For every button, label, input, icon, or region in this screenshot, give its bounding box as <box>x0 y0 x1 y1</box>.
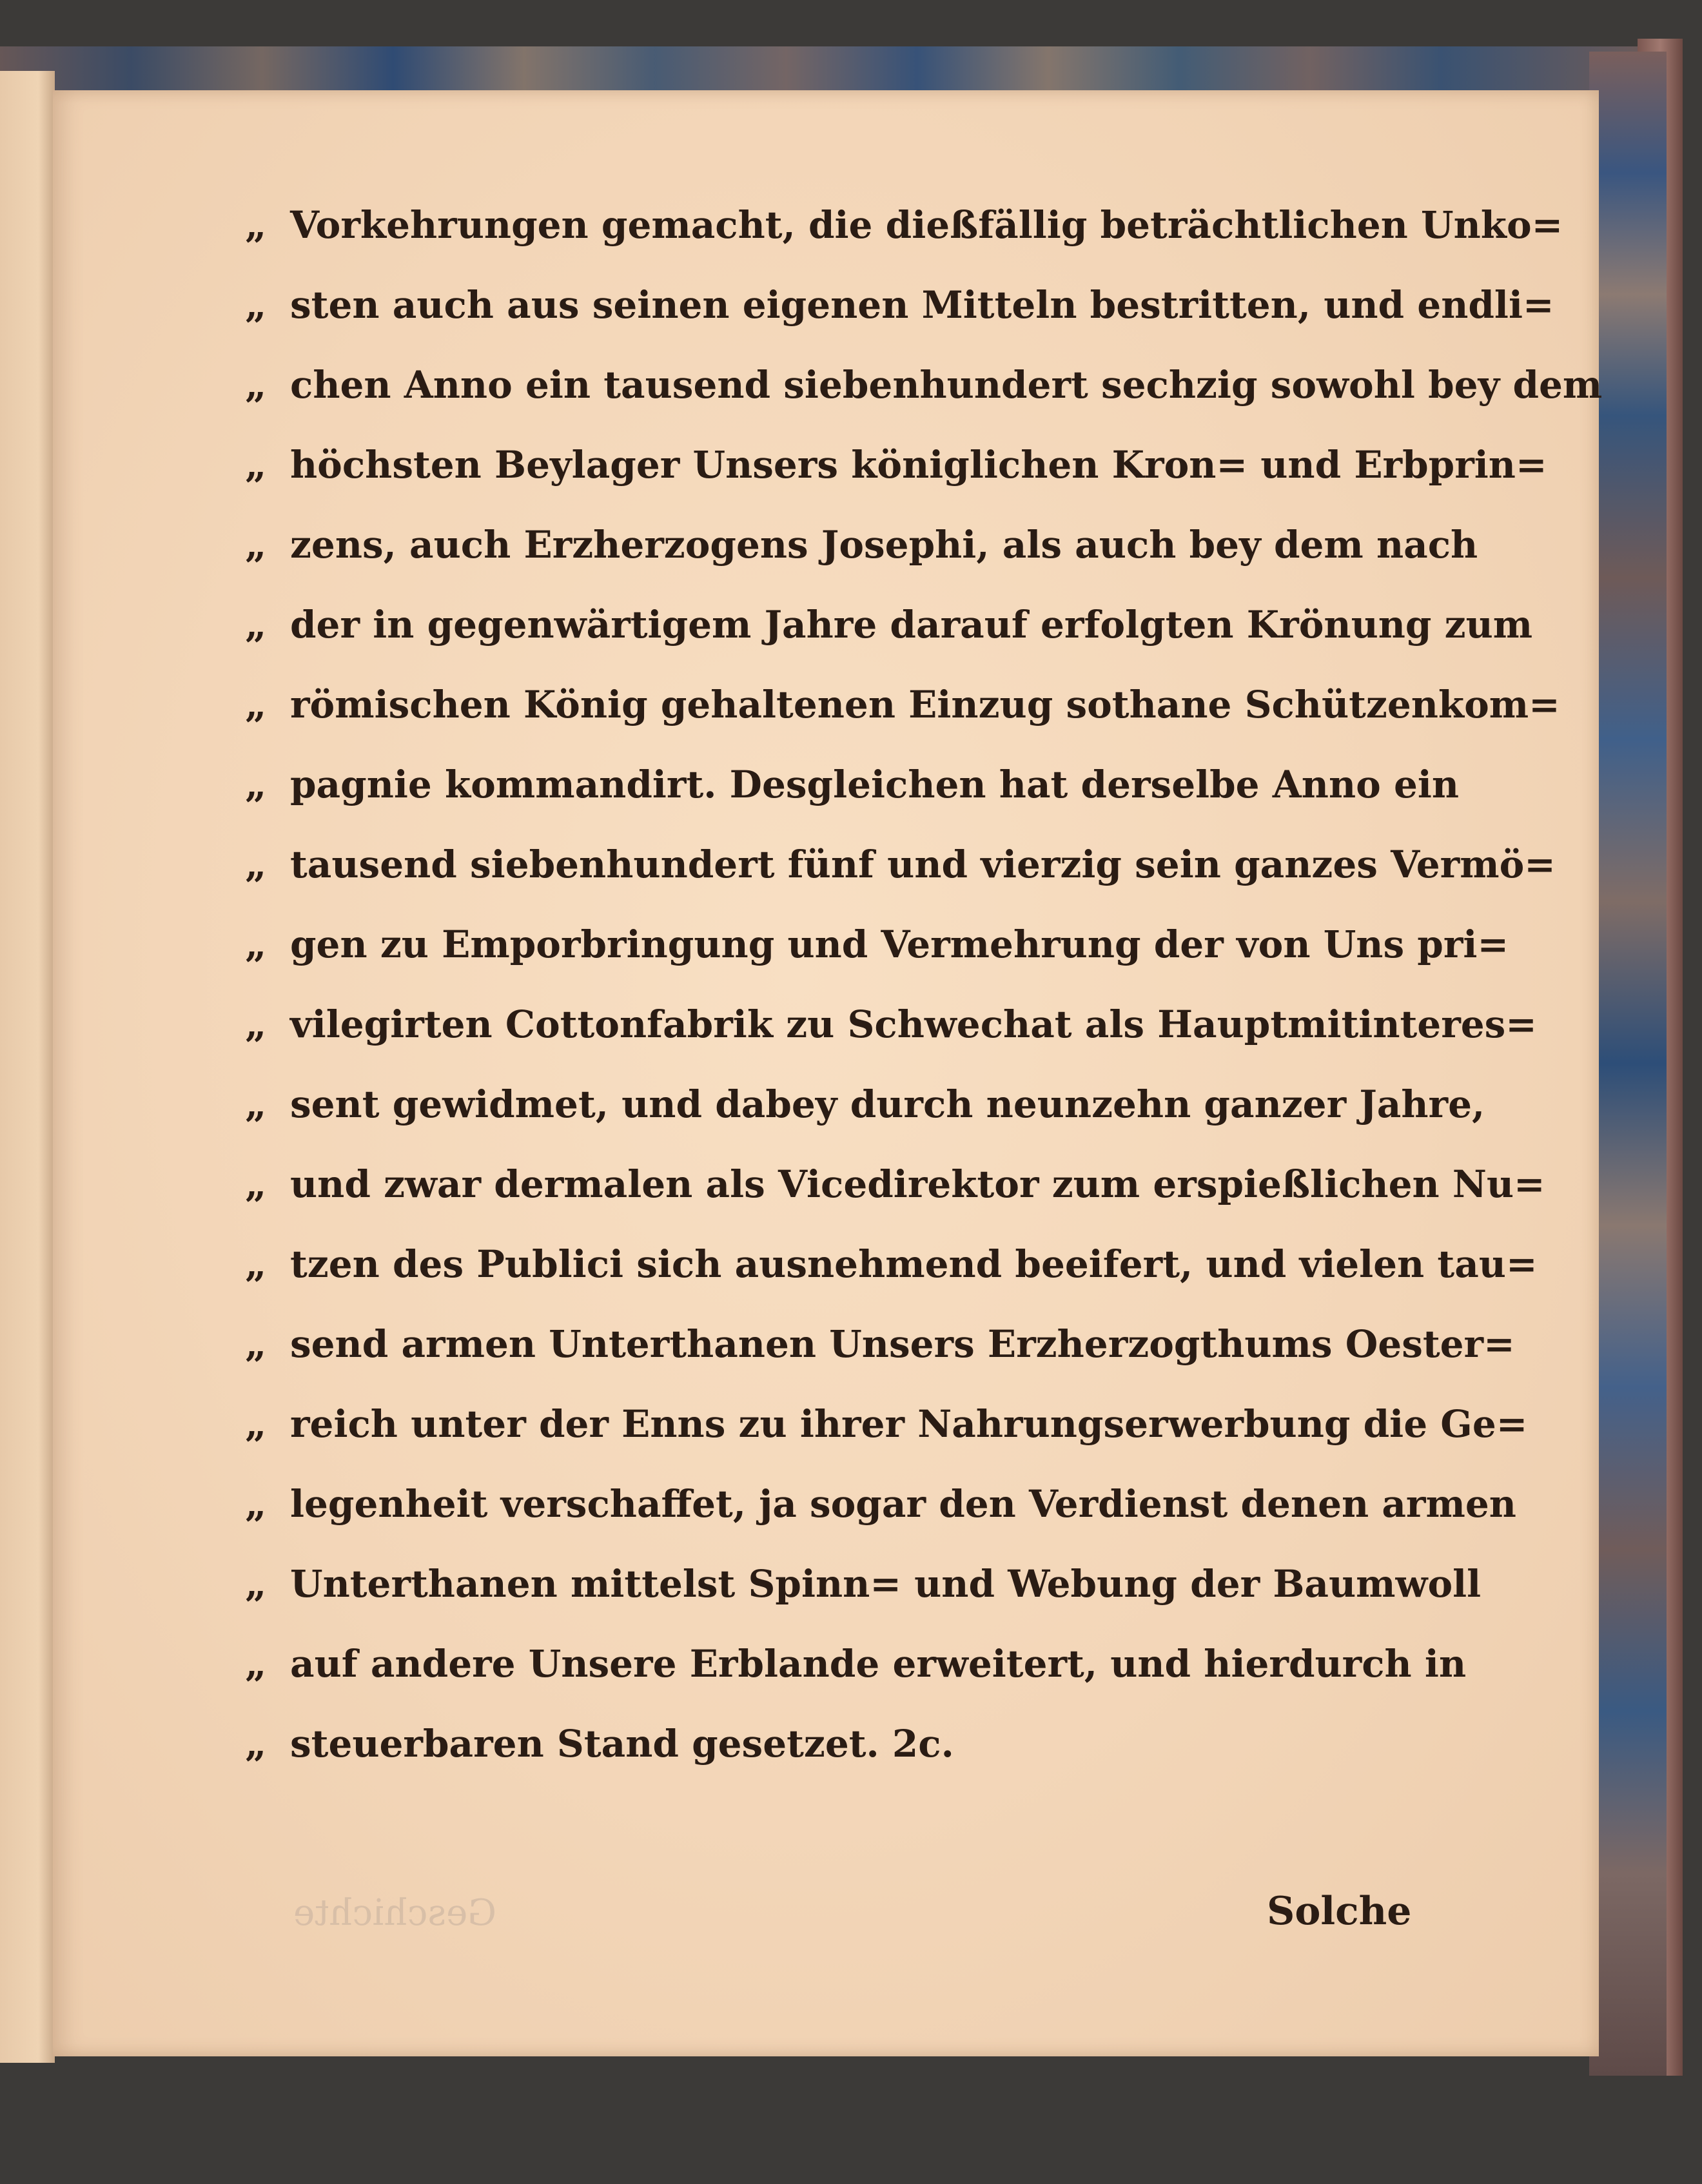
text-line <box>245 1082 1485 1162</box>
line-text: Unterthanen mittelst Spinn= und Webung der Baumwoll <box>290 1562 1482 1606</box>
text-line <box>245 443 1547 523</box>
quote-mark: „ <box>245 523 267 567</box>
line-text: tzen des Publici sich ausnehmend beeifert, und vielen tau= <box>290 1242 1538 1286</box>
text-line <box>245 763 1460 843</box>
text-line <box>245 363 1603 443</box>
text-line <box>245 603 1533 683</box>
quote-mark: „ <box>245 443 267 487</box>
quote-mark: „ <box>245 1242 267 1286</box>
text-line <box>245 1642 1467 1722</box>
text-line <box>245 203 1563 283</box>
quote-mark: „ <box>245 603 267 647</box>
text-line <box>245 1402 1528 1482</box>
text-line <box>245 1562 1482 1642</box>
text-line <box>245 1482 1516 1562</box>
quote-mark: „ <box>245 1482 267 1526</box>
bleed-through-text: Geschichte <box>293 1892 497 1934</box>
text-line <box>245 1162 1545 1242</box>
line-text: pagnie kommandirt. Desgleichen hat derselbe Anno ein <box>290 763 1460 806</box>
line-text: send armen Unterthanen Unsers Erzherzogthums Oester= <box>290 1322 1515 1366</box>
line-text: auf andere Unsere Erblande erweitert, und hierdurch in <box>290 1642 1467 1686</box>
line-text: sten auch aus seinen eigenen Mitteln bestritten, und endli= <box>290 283 1554 327</box>
catchword: Solche <box>1267 1889 1412 1934</box>
text-line <box>245 1322 1515 1402</box>
line-text: reich unter der Enns zu ihrer Nahrungserwerbung die Ge= <box>290 1402 1528 1446</box>
quote-mark: „ <box>245 363 267 407</box>
quote-mark: „ <box>245 922 267 966</box>
quote-mark: „ <box>245 1002 267 1046</box>
line-text: zens, auch Erzherzogens Josephi, als auch bey dem nach <box>290 523 1478 567</box>
line-text: römischen König gehaltenen Einzug sothane Schützenkom= <box>290 683 1560 726</box>
text-line <box>245 683 1560 763</box>
text-line <box>245 283 1554 363</box>
text-line <box>245 1002 1537 1082</box>
line-text: und zwar dermalen als Vicedirektor zum erspießlichen Nu= <box>290 1162 1545 1206</box>
line-text: sent gewidmet, und dabey durch neunzehn ganzer Jahre, <box>290 1082 1485 1126</box>
line-text: steuerbaren Stand gesetzet. 2c. <box>290 1722 954 1766</box>
quote-mark: „ <box>245 1322 267 1366</box>
quote-mark: „ <box>245 843 267 886</box>
text-line <box>245 523 1478 603</box>
quote-mark: „ <box>245 1162 267 1206</box>
quote-mark: „ <box>245 1562 267 1606</box>
text-line <box>245 843 1556 922</box>
left-page-edge <box>0 71 55 2063</box>
quote-mark: „ <box>245 1082 267 1126</box>
quote-mark: „ <box>245 283 267 327</box>
line-text: Vorkehrungen gemacht, die dießfällig beträchtlichen Unko= <box>290 203 1563 247</box>
quote-mark: „ <box>245 683 267 726</box>
line-text: vilegirten Cottonfabrik zu Schwechat als Hauptmitinteres= <box>290 1002 1537 1046</box>
line-text: gen zu Emporbringung und Vermehrung der von Uns pri= <box>290 922 1509 966</box>
quote-mark: „ <box>245 1402 267 1446</box>
quote-mark: „ <box>245 763 267 806</box>
quote-mark: „ <box>245 1722 267 1766</box>
text-line <box>245 1722 1444 1802</box>
line-text: chen Anno ein tausend siebenhundert sechzig sowohl bey dem <box>290 363 1603 407</box>
line-text: tausend siebenhundert fünf und vierzig sein ganzes Vermö= <box>290 843 1556 886</box>
text-line <box>245 922 1509 1002</box>
quote-mark: „ <box>245 203 267 247</box>
line-text: höchsten Beylager Unsers königlichen Kron= und Erbprin= <box>290 443 1547 487</box>
line-text: legenheit verschaffet, ja sogar den Verdienst denen armen <box>290 1482 1516 1526</box>
marbled-edge-top <box>0 46 1638 92</box>
marbled-edge-right <box>1589 52 1667 2076</box>
quote-mark: „ <box>245 1642 267 1686</box>
line-text: der in gegenwärtigem Jahre darauf erfolgten Krönung zum <box>290 603 1533 647</box>
text-block <box>245 203 1603 1802</box>
text-line <box>245 1242 1538 1322</box>
